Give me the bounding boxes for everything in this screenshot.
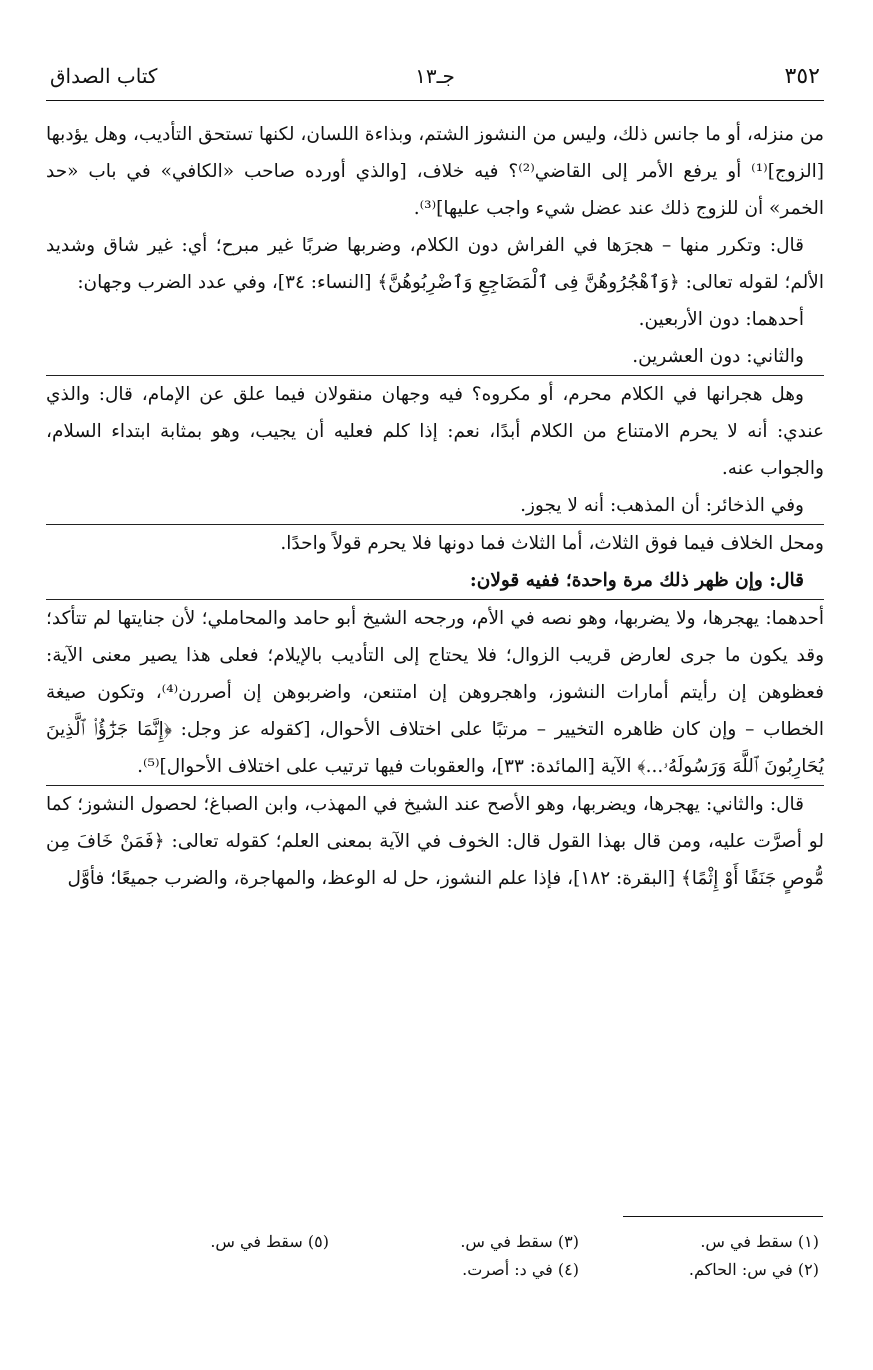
footnotes [119, 1232, 819, 1292]
paragraph: أحدهما: دون الأربعين. [638, 309, 804, 330]
paragraph: قال: والثاني: يهجرها، ويضربها، وهو الأصح عند الشيخ في المهذب، وابن الصباغ؛ لحصول النشوز؛ كما لو أصرَّت عليه، ومن قال بهذا القول قال: الخوف في الآية بمعنى العلم؛ كقوله تعالى: ﴿فَمَنْ خَافَ مِن مُّوصٍ جَنَفًا أَوْ إِثْمًا﴾ [البقرة: ١٨٢]، فإذا علم النشوز، حل له الوعظ، والمهاجرة، والضرب جميعًا؛ فأوَّل [46, 794, 824, 889]
footnote [210, 1232, 329, 1251]
volume-label: جـ١٣ [415, 64, 455, 88]
footnote-rule [623, 1216, 823, 1217]
paragraph: وهل هجرانها في الكلام محرم، أو مكروه؟ فيه وجهان منقولان فيما علق عن الإمام، قال: والذي عندي: أنه لا يحرم الامتناع من الكلام أبدًا، نعم: إذا كلم فعليه أن يجيب، وهو بمثابة ابتداء السلام، والجواب عنه. [46, 384, 824, 479]
footnote-text: سقط في س. [700, 1232, 793, 1251]
paragraph: وفي الذخائر: أن المذهب: أنه لا يجوز. [520, 495, 804, 516]
header-rule [46, 100, 824, 101]
main-text [46, 116, 824, 897]
footnote-number: (٢) [797, 1260, 819, 1279]
paragraph: ومحل الخلاف فيما فوق الثلاث، أما الثلاث فما دونها فلا يحرم قولاً واحدًا. [280, 533, 824, 554]
paragraph: قال: وإن ظهر ذلك مرة واحدة؛ ففيه قولان: [469, 570, 804, 591]
footnote-text: في س: الحاكم. [688, 1260, 793, 1279]
footnote [462, 1260, 579, 1279]
running-header [50, 58, 820, 98]
footnote [689, 1260, 819, 1279]
footnote [460, 1232, 579, 1251]
footnote-text: سقط في س. [210, 1232, 303, 1251]
footnote [700, 1232, 819, 1251]
footnote-number: (١) [797, 1232, 819, 1251]
paragraph: من منزله، أو ما جانس ذلك، وليس من النشوز الشتم، وبذاءة اللسان، لكنها تستحق التأديب، وهل يؤدبها [الزوج]⁽¹⁾ أو يرفع الأمر إلى القاضي⁽²⁾؟ فيه خلاف، [والذي أورده صاحب «الكافي» في باب «حد الخمر» أن للزوج ذلك عند عضل شيء واجب عليها]⁽³⁾. [46, 124, 824, 219]
footnote-text: في د: أصرت. [462, 1260, 553, 1279]
footnote-text: سقط في س. [460, 1232, 553, 1251]
book-title: كتاب الصداق [50, 64, 158, 88]
page-number: ٣٥٢ [784, 64, 820, 89]
footnote-number: (٣) [557, 1232, 579, 1251]
footnote-number: (٥) [307, 1232, 329, 1251]
paragraph: قال: وتكرر منها – هجرَها في الفراش دون الكلام، وضربها ضربًا غير مبرح؛ أي: غير شاق وشديد الألم؛ لقوله تعالى: ﴿وَٱهْجُرُوهُنَّ فِى ٱلْمَضَاجِعِ وَٱضْرِبُوهُنَّ﴾ [النساء: ٣٤]، وفي عدد الضرب وجهان: [46, 235, 824, 293]
footnote-number: (٤) [557, 1260, 579, 1279]
paragraph: والثاني: دون العشرين. [632, 346, 804, 367]
paragraph: أحدهما: يهجرها، ولا يضربها، وهو نصه في الأم، ورجحه الشيخ أبو حامد والمحاملي؛ لأن جنايتها لم تتأكد؛ وقد يكون ما جرى لعارض قريب الزوال؛ فلا يحتاج إلى التأديب بالإيلام؛ فعلى هذا يصير معنى الآية: فعظوهن إن رأيتم أمارات النشوز، واهجروهن إن امتنعن، واضربوهن إن أصررن⁽⁴⁾، وتكون صيغة الخطاب – وإن كان ظاهره التخيير – مرتبًا على اختلاف الأحوال، [كقوله عز وجل: ﴿إِنَّمَا جَزَٰٓؤُا۟ ٱلَّذِينَ يُحَارِبُونَ ٱللَّهَ وَرَسُولَهُۥ...﴾ الآية [المائدة: ٣٣]، والعقوبات فيها ترتيب على اختلاف الأحوال]⁽⁵⁾. [46, 608, 824, 777]
